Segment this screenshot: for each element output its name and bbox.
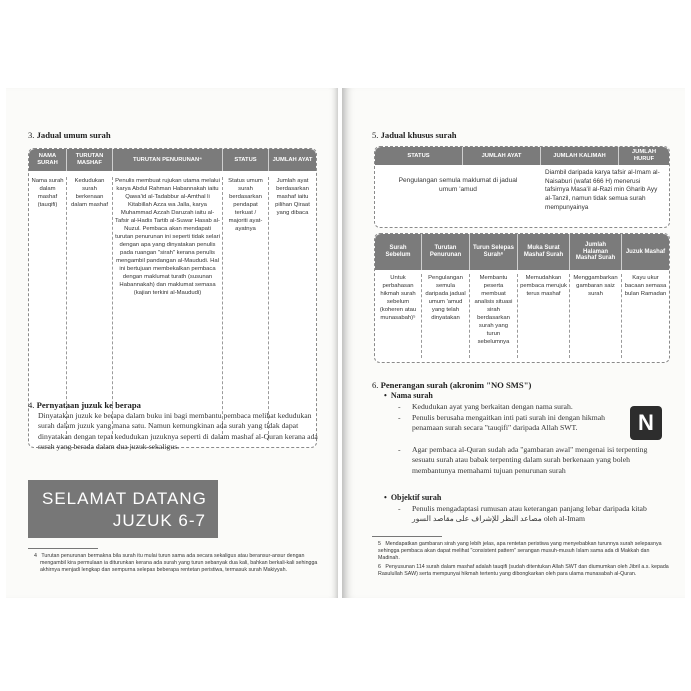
bullet-label: Objektif surah [390, 493, 442, 502]
section-title: Jadual khusus surah [380, 130, 457, 140]
table-header-row [29, 149, 316, 171]
list-item-text: Agar pembaca al-Quran sudah ada "gambaran awal" mengenai isi terpenting sesuatu surah atau babak terpenting dalam surah berkenaan yang boleh membantunya memahami tujuan penurunan surah [412, 445, 648, 475]
footnote-separator [28, 548, 98, 549]
dash-icon: - [398, 402, 401, 411]
section-title: Penerangan surah (akronim "NO SMS") [380, 380, 532, 390]
cell-surah-sebelum: Untuk perbahasan hikmah surah sebelum (koheren atau munasabah)⁵ [375, 274, 422, 358]
bullet-nama-surah [384, 391, 433, 400]
dash-icon: - [398, 445, 401, 454]
footnote-4 [34, 553, 322, 574]
bullet-label: Nama surah [390, 391, 433, 400]
specific-table-counts [374, 146, 670, 228]
cell-juzuk-mashaf: Kayu ukur bacaan semasa bulan Ramadan [624, 275, 667, 298]
header-nama-surah: NAMA SURAH [29, 149, 67, 171]
list-item-text: Penulis berusaha mengaitkan inti pati surah ini dengan hikmah penamaan surah secara "tauqifi" daripada Allah SWT. [412, 413, 605, 433]
section-3-heading [28, 130, 111, 140]
header-surah-sebelum: Surah Sebelum [375, 234, 422, 270]
footnote-separator [372, 536, 442, 537]
header-status: STATUS [375, 147, 463, 165]
footnote-5 [378, 541, 670, 562]
bullet-dot-icon: • [384, 493, 387, 502]
banner-line-2: JUZUK 6-7 [112, 511, 206, 530]
list-item-text: Kedudukan ayat yang berkaitan dengan nama surah. [412, 402, 573, 411]
welcome-banner [28, 480, 218, 538]
section-number: 5. [372, 130, 379, 140]
header-muka-surat: Muka Surat Mashaf Surah [518, 234, 570, 270]
header-jumlah-huruf: JUMLAH HURUF [631, 149, 657, 162]
footnote-text: Mendapatkan gambaran sirah yang lebih jelas, apa rentetan peristiwa yang menyebabkan turunnya surah selepasnya sehingga pembaca akan dapat melihat "consistent pattern" serangan musuh-musuh Islam sama ada di Makkah dan Madinah. [378, 541, 662, 561]
dash-icon: - [398, 413, 401, 422]
header-turun-selepas-surah: Turun Selepas Surah⁶ [470, 234, 518, 270]
cell-status: Status umum surah berdasarkan pendapat terkuat / majoriti ayat-ayatnya [223, 177, 269, 439]
section-number: 4. [28, 400, 35, 410]
footnote-number: 6 [378, 564, 381, 570]
section-number: 3. [28, 130, 35, 140]
footnote-number: 4 [34, 553, 37, 559]
footnote-text: Penyusunan 114 surah dalam mashaf adalah tauqifi (sudah ditentukan Allah SWT dan diumumkan oleh Jibril a.s. kepada Rasulullah SAW) serta mempunyai hikmah tertentu yang dibongkarkan oleh para ulama munasabah al-Quran. [378, 564, 669, 577]
list-item [398, 504, 668, 525]
cell-turun-selepas: Membantu peserta membuat analisis situasi sirah berdasarkan surah yang turun sebelumnya [470, 274, 518, 358]
footnote-6 [378, 564, 670, 578]
footnote-text: Turutan penurunan bermakna bila surah itu mulai turun sama ada secara sekaligus atau beransur-ansur dengan mengambil kira permulaan ia diturunkan kerana ada surah yang turun sebanyak dua kali, bahkan berkali-kali sehingga akhirnya menjadi lengkap dan sempurna selepas beberapa rentetan peristiwa, termasuk surah Makiyyah. [40, 553, 318, 573]
cell-nama-surah: Nama surah dalam mashaf (tauqifi) [29, 177, 67, 439]
n-letter-badge: N [630, 406, 662, 440]
left-page [6, 88, 338, 598]
section-5-heading [372, 130, 457, 140]
section-number: 6. [372, 380, 379, 390]
table-header-row [375, 147, 669, 165]
list-item [398, 445, 668, 476]
header-jumlah-halaman: Jumlah Halaman Mashaf Surah [570, 234, 622, 270]
cell-turutan-penurunan: Pengulangan semula daripada jadual umum 'amud yang telah dinyatakan [422, 274, 470, 358]
section-4-heading [28, 400, 141, 410]
footnote-number: 5 [378, 541, 381, 547]
header-jumlah-ayat: JUMLAH AYAT [272, 156, 313, 163]
header-jumlah-ayat: JUMLAH AYAT [463, 147, 541, 165]
cell-turutan-mashaf: Kedudukan surah berkenaan dalam mashaf [67, 177, 113, 439]
header-turutan-penurunan: TURUTAN PENURUNAN⁴ [113, 149, 223, 171]
right-page [342, 88, 685, 598]
cell-count-source: Diambil daripada karya tafsir al-Imam al-Naisaburi (wafat 666 H) menerusi tafsirnya Masa'il al-Razi min Gharib Ayy al-Tanzil, namun tidak semua surah mempunyainya [545, 169, 660, 211]
header-turutan-mashaf: TURUTAN MASHAF [67, 149, 113, 171]
header-jumlah-kalimah: JUMLAH KALIMAH [541, 147, 619, 165]
cell-turutan-penurunan: Penulis membuat rujukan utama melalui karya Abdul Rahman Habannakah iaitu Qawa'id al-Tadabbur al-Amthal li Kitabillah Azza wa Jalla, karya Muhammad Azzah Daruzah iaitu al-Tafsir al-Hadis Tartib al-Suwar Hasab al-Nuzul. Pembaca akan mendapati turutan penurunan ini seperti tidak selari dengan apa yang dinyatakan penulis pada ruangan "sirah" kerana penulis mengambil pandangan al-Maududi. Hal ini bertujuan membekalkan pembaca dengan maklumat turath (susunan Habannakah) dan maklumat semasa (kajian terkini al-Maududi) [113, 177, 223, 439]
cell-jumlah-ayat: Jumlah ayat berdasarkan mashaf iaitu pilihan Qiraat yang dibaca [275, 178, 310, 217]
bullet-objektif-surah [384, 493, 441, 502]
table-header-row [375, 234, 669, 270]
banner-line-1: SELAMAT DATANG [42, 489, 207, 508]
bullet-dot-icon: • [384, 391, 387, 400]
list-item [398, 402, 620, 412]
specific-table-context [374, 233, 670, 363]
cell-jumlah-halaman: Menggambarkan gambaran saiz surah [570, 274, 622, 358]
header-turutan-penurunan: Turutan Penurunan [422, 234, 470, 270]
section-6-heading [372, 380, 531, 390]
cell-status-note: Pengulangan semula maklumat di jadual umum 'amud [398, 177, 518, 193]
header-status: STATUS [223, 149, 269, 171]
section-title: Pernyataan juzuk ke berapa [36, 400, 141, 410]
section-title: Jadual umum surah [36, 130, 111, 140]
list-item-text: Penulis mengadaptasi rumusan atau keterangan panjang lebar daripada kitab مصاعد النظر للإشراف على مقاصد السور oleh al-Imam [412, 504, 647, 524]
dash-icon: - [398, 504, 401, 513]
section-4-body: Dinyatakan juzuk ke berapa dalam buku ini bagi membantu pembaca melihat kedudukan surah dalam juzuk yang mana satu. Namun kemungkinan ada surah yang tidak dapat dinyatakan dengan tepat kedudukan juzuknya seperti di dalam mashaf al-Quran kerana ada surah yang berada dalam dua juzuk sekaligus. [38, 411, 318, 452]
list-item [398, 413, 620, 434]
header-juzuk-mashaf: Juzuk Mashaf [625, 248, 666, 255]
cell-muka-surat: Memudahkan pembaca merujuk terus mashaf [518, 274, 570, 358]
